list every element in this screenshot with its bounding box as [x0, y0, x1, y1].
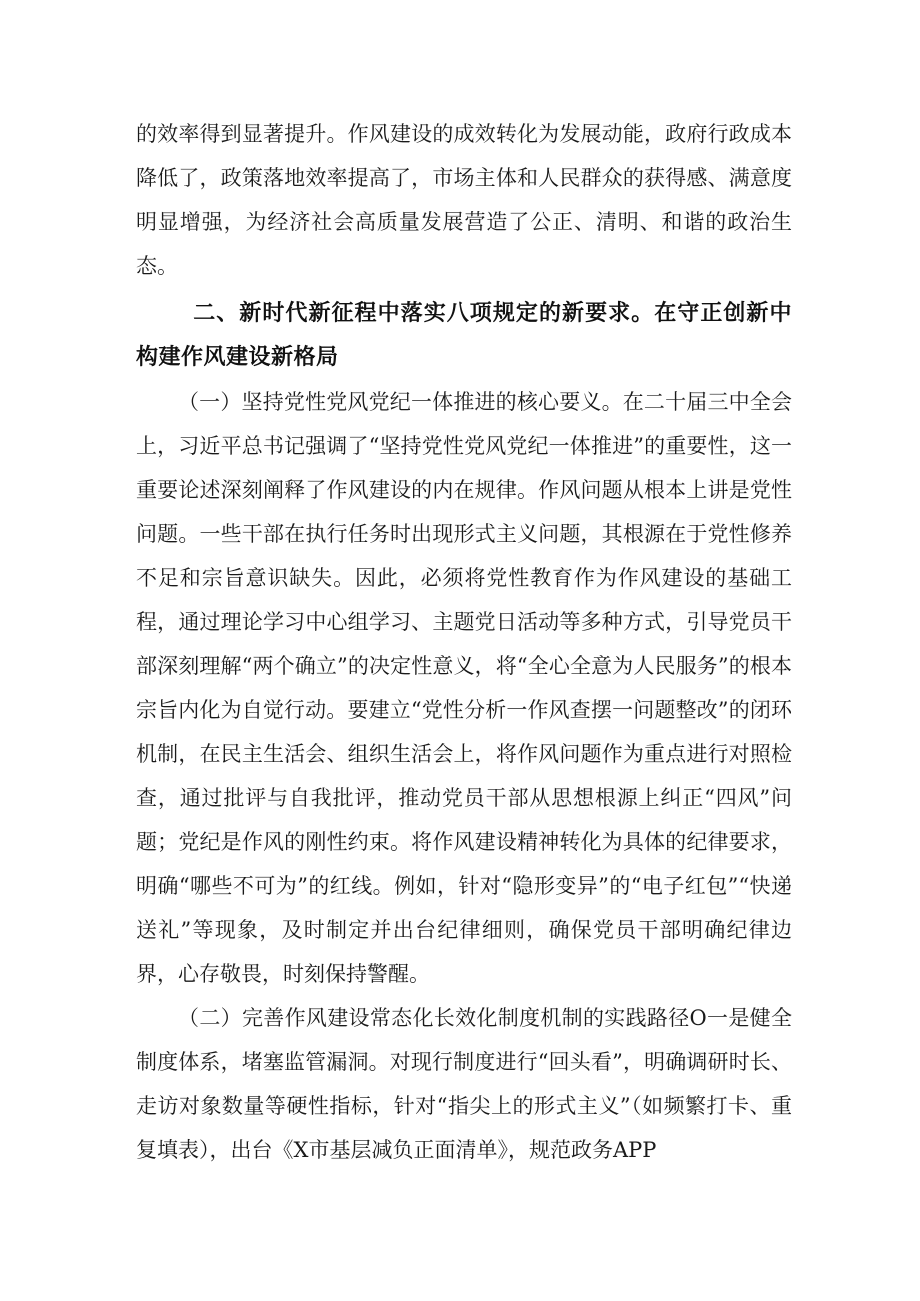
paragraph-institutional-mechanisms: （二）完善作风建设常态化长效化制度机制的实践路径O一是健全制度体系，堵塞监管漏洞。对现行制度进行“回头看”，明确调研时长、走访对象数量等硬性指标，针对“指尖上的形式主义”（如频繁打卡、重复填表），出台《X市基层减负正面清单》，规范政务APP	[136, 1006, 792, 1162]
section-heading-new-requirements: 二、新时代新征程中落实八项规定的新要求。在守正创新中构建作风建设新格局	[136, 301, 792, 370]
paragraph-party-spirit-integration: （一）坚持党性党风党纪一体推进的核心要义。在二十届三中全会上，习近平总书记强调了“坚持党性党风党纪一体推进”的重要性，这一重要论述深刻阐释了作风建设的内在规律。作风问题从根本上讲是党性问题。一些干部在执行任务时出现形式主义问题，其根源在于党性修养不足和宗旨意识缺失。因此，必须将党性教育作为作风建设的基础工程，通过理论学习中心组学习、主题党日活动等多种方式，引导党员干部深刻理解“两个确立”的决定性意义，将“全心全意为人民服务”的根本宗旨内化为自觉行动。要建立“党性分析一作风查摆一问题整改”的闭环机制，在民主生活会、组织生活会上，将作风问题作为重点进行对照检查，通过批评与自我批评，推动党员干部从思想根源上纠正“四风”问题；党纪是作风的刚性约束。将作风建设精神转化为具体的纪律要求，明确“哪些不可为”的红线。例如，针对“隐形变异”的“电子红包”“快递送礼”等现象，及时制定并出台纪律细则，确保党员干部明确纪律边界，心存敬畏，时刻保持警醒。	[136, 390, 792, 986]
paragraph-government-efficiency: 的效率得到显著提升。作风建设的成效转化为发展动能，政府行政成本降低了，政策落地效率提高了，市场主体和人民群众的获得感、满意度明显增强，为经济社会高质量发展营造了公正、清明、和谐的政治生态。	[136, 122, 792, 278]
document-body	[136, 112, 792, 1172]
